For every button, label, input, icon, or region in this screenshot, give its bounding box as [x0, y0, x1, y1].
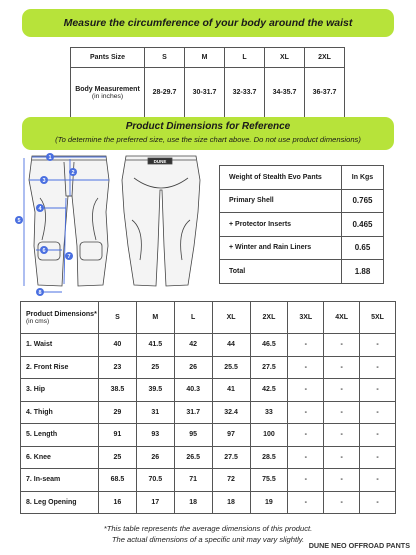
dimensions-cell: - — [288, 446, 324, 469]
dimensions-cell: - — [324, 401, 360, 424]
dimensions-row-name: 2. Front Rise — [21, 356, 99, 379]
weight-row-name: Primary Shell — [220, 189, 342, 213]
dimensions-cell: - — [324, 379, 360, 402]
dimensions-cell: 26 — [174, 356, 212, 379]
dimensions-cell: - — [288, 424, 324, 447]
dimensions-header-row — [21, 302, 396, 334]
dimensions-row — [21, 446, 396, 469]
back-pants-drawing — [122, 156, 200, 286]
dimensions-cell: 25 — [99, 446, 137, 469]
front-pants-drawing — [29, 156, 109, 286]
dimensions-cell: - — [324, 424, 360, 447]
measurement-row — [71, 68, 345, 118]
dimensions-table — [20, 301, 396, 514]
weight-header-row — [220, 166, 384, 190]
weight-row — [220, 236, 384, 260]
dimensions-cell: - — [288, 491, 324, 514]
marker-2-label: 2 — [71, 170, 75, 176]
dimensions-cell: 71 — [174, 469, 212, 492]
dimensions-row-name: 4. Thigh — [21, 401, 99, 424]
dimensions-cell: 97 — [212, 424, 250, 447]
dimensions-cell: 16 — [99, 491, 137, 514]
marker-4-label: 4 — [38, 206, 42, 212]
dimensions-cell: 17 — [136, 491, 174, 514]
measurement-label-text: Body Measurement — [75, 85, 140, 93]
size-chart-table — [70, 47, 345, 118]
footnote-line-2: The actual dimensions of a specific unit may vary slightly. — [111, 535, 305, 544]
dimensions-cell: 93 — [136, 424, 174, 447]
dimensions-cell: - — [360, 356, 396, 379]
dimensions-cell: 44 — [212, 334, 250, 357]
dimensions-cell: 70.5 — [136, 469, 174, 492]
size-xl: XL — [265, 48, 305, 68]
dimensions-row-name: 7. In-seam — [21, 469, 99, 492]
dimensions-cell: - — [360, 379, 396, 402]
dimensions-cell: 25.5 — [212, 356, 250, 379]
diagram-logo: DUNE — [153, 159, 167, 164]
dimensions-cell: 75.5 — [250, 469, 288, 492]
dimensions-size-header: 4XL — [324, 302, 360, 334]
measure-xl: 34-35.7 — [265, 68, 305, 118]
dimensions-cell: 18 — [212, 491, 250, 514]
size-m: M — [185, 48, 225, 68]
dimensions-cell: 39.5 — [136, 379, 174, 402]
dimensions-cell: - — [288, 401, 324, 424]
dimensions-cell: - — [360, 491, 396, 514]
weight-row-name: Total — [220, 260, 342, 284]
dimensions-row-name: 8. Leg Opening — [21, 491, 99, 514]
measurement-unit: (in inches) — [91, 92, 124, 100]
dimensions-row-name: 1. Waist — [21, 334, 99, 357]
weight-row — [220, 189, 384, 213]
dimensions-cell: 31 — [136, 401, 174, 424]
dimensions-cell: 46.5 — [250, 334, 288, 357]
size-header-label: Pants Size — [71, 48, 145, 68]
dimensions-row-name: 3. Hip — [21, 379, 99, 402]
dimensions-cell: 42.5 — [250, 379, 288, 402]
dimensions-subtitle: (To determine the preferred size, use the size chart above. Do not use product dimensions) — [55, 135, 361, 144]
marker-3-label: 3 — [42, 178, 46, 184]
weight-row-value: 0.765 — [342, 189, 384, 213]
dimensions-size-header: S — [99, 302, 137, 334]
dimensions-cell: 26.5 — [174, 446, 212, 469]
dimensions-cell: - — [360, 469, 396, 492]
marker-8-label: 8 — [38, 290, 42, 296]
dimensions-cell: 19 — [250, 491, 288, 514]
dimensions-cell: - — [324, 469, 360, 492]
measure-m: 30-31.7 — [185, 68, 225, 118]
dimensions-cell: - — [360, 424, 396, 447]
dimensions-cell: 38.5 — [99, 379, 137, 402]
dimensions-header-label — [21, 302, 99, 334]
size-2xl: 2XL — [305, 48, 345, 68]
dimensions-cell: 32.4 — [212, 401, 250, 424]
dimensions-cell: 28.5 — [250, 446, 288, 469]
dimensions-cell: 91 — [99, 424, 137, 447]
waist-banner: Measure the circumference of your body around the waist — [22, 9, 394, 37]
dimensions-cell: - — [324, 334, 360, 357]
dimensions-row-name: 5. Length — [21, 424, 99, 447]
dimensions-cell: - — [288, 379, 324, 402]
measure-l: 32-33.7 — [225, 68, 265, 118]
footnote-line-1: *This table represents the average dimensions of this product. — [103, 524, 313, 533]
dimensions-cell: - — [360, 446, 396, 469]
dimensions-cell: - — [324, 356, 360, 379]
dimensions-row — [21, 424, 396, 447]
dimensions-cell: 95 — [174, 424, 212, 447]
dimensions-cell: 18 — [174, 491, 212, 514]
weight-header-name: Weight of Stealth Evo Pants — [220, 166, 342, 190]
dimensions-cell: 100 — [250, 424, 288, 447]
size-header-row — [71, 48, 345, 68]
weight-row — [220, 213, 384, 237]
dimensions-size-header: L — [174, 302, 212, 334]
dimensions-cell: - — [360, 334, 396, 357]
dimensions-cell: - — [288, 356, 324, 379]
dimensions-row — [21, 356, 396, 379]
weight-row-name: + Protector Inserts — [220, 213, 342, 237]
marker-5-label: 5 — [17, 218, 21, 224]
dimensions-cell: 27.5 — [250, 356, 288, 379]
marker-7-label: 7 — [67, 254, 71, 260]
dimensions-cell: 41.5 — [136, 334, 174, 357]
dimensions-banner — [22, 117, 394, 150]
dimensions-cell: 33 — [250, 401, 288, 424]
weight-header-unit: In Kgs — [342, 166, 384, 190]
dimensions-row — [21, 379, 396, 402]
weight-row-value: 0.465 — [342, 213, 384, 237]
weight-row-value: 1.88 — [342, 260, 384, 284]
dimensions-cell: - — [288, 469, 324, 492]
measure-s: 28-29.7 — [145, 68, 185, 118]
marker-1-label: 1 — [48, 155, 52, 161]
dimensions-cell: - — [288, 334, 324, 357]
brand-label: DUNE NEO OFFROAD PANTS — [308, 541, 410, 550]
dimensions-row — [21, 334, 396, 357]
dimensions-cell: - — [360, 401, 396, 424]
dimensions-row — [21, 401, 396, 424]
dimensions-size-header: 5XL — [360, 302, 396, 334]
dimensions-size-header: 3XL — [288, 302, 324, 334]
dimensions-cell: 40 — [99, 334, 137, 357]
dimensions-size-header: M — [136, 302, 174, 334]
measurement-label — [71, 68, 145, 118]
dimensions-cell: 23 — [99, 356, 137, 379]
marker-6-label: 6 — [42, 248, 46, 254]
dimensions-row — [21, 491, 396, 514]
dimensions-cell: 29 — [99, 401, 137, 424]
dimensions-cell: 40.3 — [174, 379, 212, 402]
dimensions-row — [21, 469, 396, 492]
weight-row-name: + Winter and Rain Liners — [220, 236, 342, 260]
dimensions-cell: 68.5 — [99, 469, 137, 492]
weight-row-value: 0.65 — [342, 236, 384, 260]
dimensions-size-header: XL — [212, 302, 250, 334]
dimensions-cell: 42 — [174, 334, 212, 357]
dimensions-header-unit: (in cms) — [26, 317, 50, 325]
pants-diagram — [10, 150, 210, 300]
dimensions-row-name: 6. Knee — [21, 446, 99, 469]
size-l: L — [225, 48, 265, 68]
dimensions-size-header: 2XL — [250, 302, 288, 334]
dimensions-cell: - — [324, 446, 360, 469]
size-s: S — [145, 48, 185, 68]
weight-table — [219, 165, 384, 284]
dimensions-cell: 31.7 — [174, 401, 212, 424]
dimensions-title: Product Dimensions for Reference — [125, 121, 291, 132]
dimensions-cell: 27.5 — [212, 446, 250, 469]
dimensions-cell: 72 — [212, 469, 250, 492]
dimensions-cell: 25 — [136, 356, 174, 379]
dimensions-cell: 41 — [212, 379, 250, 402]
dimensions-cell: - — [324, 491, 360, 514]
dimensions-cell: 26 — [136, 446, 174, 469]
weight-row — [220, 260, 384, 284]
dimensions-header-text: Product Dimensions* — [26, 310, 97, 318]
measure-2xl: 36-37.7 — [305, 68, 345, 118]
